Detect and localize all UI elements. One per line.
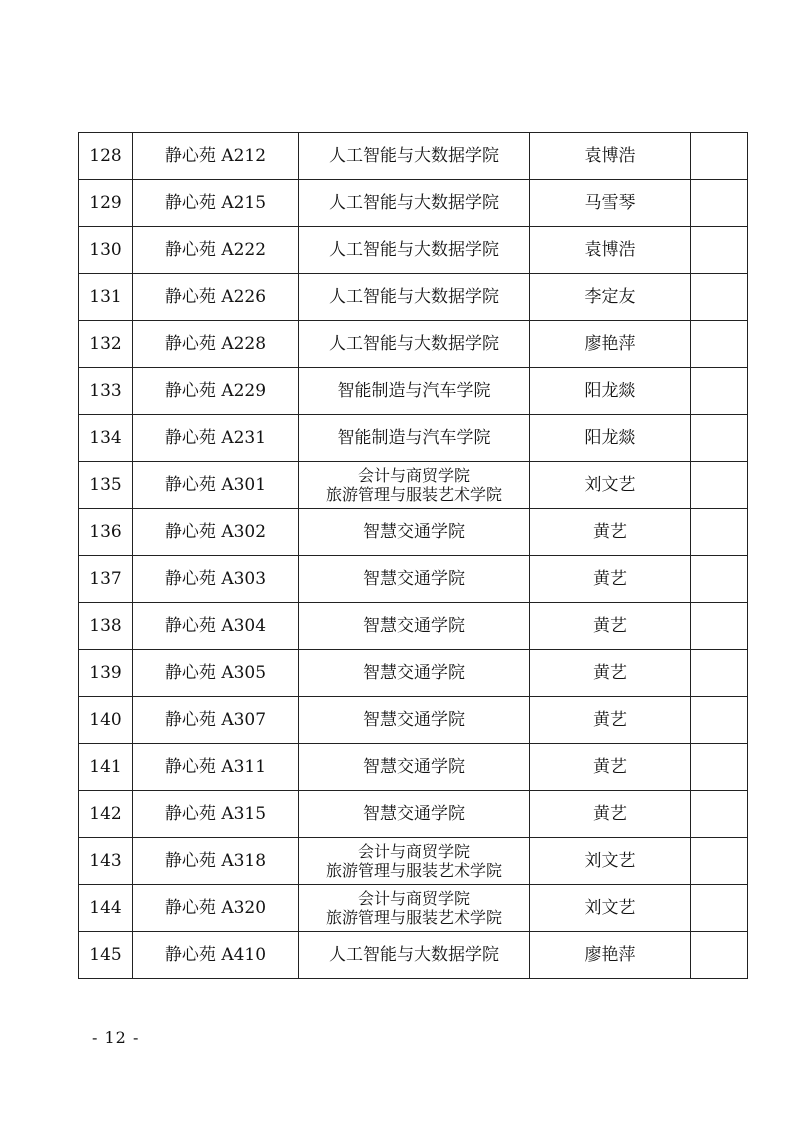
extra-cell <box>691 227 748 274</box>
room-cell: 静心苑 A231 <box>133 415 299 462</box>
person-cell: 黄艺 <box>530 509 691 556</box>
row-number-cell: 131 <box>79 274 133 321</box>
room-cell: 静心苑 A318 <box>133 838 299 885</box>
table-row <box>79 509 748 556</box>
college-cell <box>299 838 530 885</box>
extra-cell <box>691 791 748 838</box>
college-cell <box>299 133 530 180</box>
extra-cell <box>691 744 748 791</box>
room-cell: 静心苑 A307 <box>133 697 299 744</box>
row-number-cell: 144 <box>79 885 133 932</box>
row-number-cell: 128 <box>79 133 133 180</box>
college-name: 人工智能与大数据学院 <box>329 334 499 354</box>
college-name: 旅游管理与服装艺术学院 <box>325 485 502 504</box>
row-number-cell: 145 <box>79 932 133 979</box>
person-cell: 黄艺 <box>530 650 691 697</box>
college-cell <box>299 227 530 274</box>
table-row <box>79 321 748 368</box>
row-number-cell: 134 <box>79 415 133 462</box>
college-name: 智慧交通学院 <box>363 522 465 542</box>
person-cell: 黄艺 <box>530 744 691 791</box>
college-name: 智慧交通学院 <box>363 663 465 683</box>
extra-cell <box>691 133 748 180</box>
college-name: 智慧交通学院 <box>363 710 465 730</box>
extra-cell <box>691 838 748 885</box>
college-name: 人工智能与大数据学院 <box>329 240 499 260</box>
table-row <box>79 180 748 227</box>
extra-cell <box>691 650 748 697</box>
extra-cell <box>691 368 748 415</box>
person-cell: 袁博浩 <box>530 133 691 180</box>
college-name: 智慧交通学院 <box>363 616 465 636</box>
room-cell: 静心苑 A301 <box>133 462 299 509</box>
table-row <box>79 650 748 697</box>
college-name: 会计与商贸学院 <box>357 466 470 485</box>
college-name: 会计与商贸学院 <box>357 842 470 861</box>
room-cell: 静心苑 A212 <box>133 133 299 180</box>
table-row <box>79 838 748 885</box>
college-cell <box>299 368 530 415</box>
table-row <box>79 791 748 838</box>
page-number: - 12 - <box>92 1028 140 1047</box>
row-number-cell: 133 <box>79 368 133 415</box>
row-number-cell: 129 <box>79 180 133 227</box>
row-number-cell: 142 <box>79 791 133 838</box>
extra-cell <box>691 603 748 650</box>
college-cell <box>299 932 530 979</box>
college-cell <box>299 556 530 603</box>
person-cell: 刘文艺 <box>530 885 691 932</box>
room-cell: 静心苑 A228 <box>133 321 299 368</box>
college-name: 人工智能与大数据学院 <box>329 945 499 965</box>
extra-cell <box>691 180 748 227</box>
table-row <box>79 885 748 932</box>
room-cell: 静心苑 A304 <box>133 603 299 650</box>
room-cell: 静心苑 A311 <box>133 744 299 791</box>
person-cell: 袁博浩 <box>530 227 691 274</box>
room-cell: 静心苑 A315 <box>133 791 299 838</box>
college-cell <box>299 744 530 791</box>
person-cell: 黄艺 <box>530 697 691 744</box>
person-cell: 黄艺 <box>530 556 691 603</box>
room-cell: 静心苑 A302 <box>133 509 299 556</box>
table-row <box>79 697 748 744</box>
row-number-cell: 138 <box>79 603 133 650</box>
college-name: 智能制造与汽车学院 <box>337 428 491 448</box>
room-cell: 静心苑 A410 <box>133 932 299 979</box>
college-name: 旅游管理与服装艺术学院 <box>325 861 502 880</box>
extra-cell <box>691 462 748 509</box>
college-name: 旅游管理与服装艺术学院 <box>325 908 502 927</box>
college-cell <box>299 650 530 697</box>
college-name: 会计与商贸学院 <box>357 889 470 908</box>
table-row <box>79 462 748 509</box>
table-row <box>79 368 748 415</box>
row-number-cell: 136 <box>79 509 133 556</box>
room-cell: 静心苑 A303 <box>133 556 299 603</box>
row-number-cell: 130 <box>79 227 133 274</box>
college-cell <box>299 697 530 744</box>
dormitory-assignment-table <box>78 132 748 979</box>
table-row <box>79 274 748 321</box>
room-cell: 静心苑 A305 <box>133 650 299 697</box>
row-number-cell: 140 <box>79 697 133 744</box>
table-row <box>79 932 748 979</box>
college-name: 智慧交通学院 <box>363 757 465 777</box>
table-row <box>79 133 748 180</box>
person-cell: 廖艳萍 <box>530 321 691 368</box>
person-cell: 黄艺 <box>530 603 691 650</box>
college-cell <box>299 791 530 838</box>
extra-cell <box>691 697 748 744</box>
person-cell: 阳龙燚 <box>530 368 691 415</box>
college-name: 智能制造与汽车学院 <box>337 381 491 401</box>
extra-cell <box>691 321 748 368</box>
college-cell <box>299 274 530 321</box>
table-row <box>79 603 748 650</box>
person-cell: 阳龙燚 <box>530 415 691 462</box>
table-row <box>79 556 748 603</box>
college-name: 智慧交通学院 <box>363 569 465 589</box>
row-number-cell: 143 <box>79 838 133 885</box>
table-row <box>79 227 748 274</box>
room-cell: 静心苑 A215 <box>133 180 299 227</box>
extra-cell <box>691 885 748 932</box>
college-name: 人工智能与大数据学院 <box>329 287 499 307</box>
college-cell <box>299 603 530 650</box>
table-row <box>79 415 748 462</box>
extra-cell <box>691 415 748 462</box>
room-cell: 静心苑 A229 <box>133 368 299 415</box>
table-row <box>79 744 748 791</box>
room-cell: 静心苑 A226 <box>133 274 299 321</box>
person-cell: 廖艳萍 <box>530 932 691 979</box>
person-cell: 刘文艺 <box>530 838 691 885</box>
person-cell: 马雪琴 <box>530 180 691 227</box>
row-number-cell: 132 <box>79 321 133 368</box>
row-number-cell: 135 <box>79 462 133 509</box>
college-cell <box>299 180 530 227</box>
extra-cell <box>691 509 748 556</box>
row-number-cell: 137 <box>79 556 133 603</box>
extra-cell <box>691 274 748 321</box>
college-cell <box>299 462 530 509</box>
college-name: 人工智能与大数据学院 <box>329 193 499 213</box>
person-cell: 李定友 <box>530 274 691 321</box>
person-cell: 黄艺 <box>530 791 691 838</box>
college-cell <box>299 415 530 462</box>
college-cell <box>299 509 530 556</box>
college-name: 智慧交通学院 <box>363 804 465 824</box>
row-number-cell: 139 <box>79 650 133 697</box>
extra-cell <box>691 932 748 979</box>
row-number-cell: 141 <box>79 744 133 791</box>
table-body <box>79 133 748 979</box>
college-cell <box>299 321 530 368</box>
room-cell: 静心苑 A320 <box>133 885 299 932</box>
college-name: 人工智能与大数据学院 <box>329 146 499 166</box>
college-cell <box>299 885 530 932</box>
room-cell: 静心苑 A222 <box>133 227 299 274</box>
extra-cell <box>691 556 748 603</box>
person-cell: 刘文艺 <box>530 462 691 509</box>
